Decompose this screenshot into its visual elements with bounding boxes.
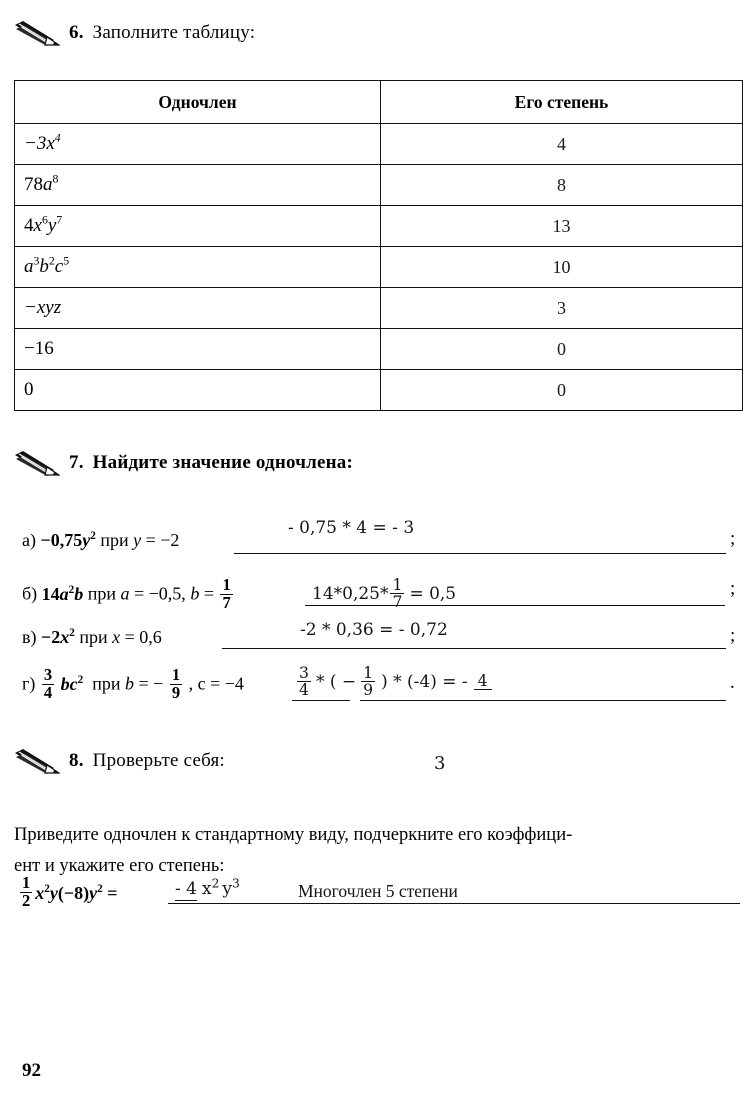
frac-d2-num: 1 (171, 665, 181, 684)
cell-monomial: 0 (15, 370, 381, 411)
frac-d-num: 3 (43, 665, 53, 684)
task-6-number: 6. (69, 22, 84, 43)
item-b-letter: б) (22, 583, 38, 604)
task-8-heading (14, 748, 225, 774)
cell-degree[interactable]: 10 (381, 247, 743, 288)
column-header-degree: Его степень (381, 81, 743, 124)
cell-degree[interactable]: 0 (381, 370, 743, 411)
instruction-line-2: ент и укажите его степень: (14, 856, 225, 876)
task-6-heading (14, 20, 255, 46)
answer-d-frac1-num: 3 (299, 663, 309, 682)
task-7-item-b (22, 575, 235, 613)
frac8-num: 1 (22, 873, 31, 892)
fraction-one-seventh (220, 577, 232, 612)
table-row (15, 247, 743, 288)
cell-monomial: $-3x^4$ (15, 124, 381, 165)
answer-var-2: y (222, 879, 232, 899)
task-7-title: Найдите значение одночлена: (92, 452, 354, 473)
handwritten-answer-b[interactable] (312, 575, 457, 611)
task-7-item-a (22, 530, 179, 551)
item-a-label: $а) -0,75y^2$ при y = −2 (22, 530, 180, 550)
task-7-item-c (22, 627, 162, 648)
answer-d-frac1 (297, 665, 311, 698)
task-8-expression (18, 873, 118, 911)
cell-monomial: $78a^8$ (15, 165, 381, 206)
table-row (15, 124, 743, 165)
cell-monomial: $a^3b^2c^5$ (15, 247, 381, 288)
fraction-denominator: 7 (222, 592, 231, 612)
answer-note-task8: Многочлен 5 степени (298, 881, 458, 901)
handwritten-mark-task8[interactable]: 3 (434, 753, 446, 774)
answer-b-frac-num: 1 (392, 575, 403, 594)
answer-d-frac3-den (474, 689, 492, 690)
table-row (15, 329, 743, 370)
instruction-line-1: Приведите одночлен к стандартному виду, подчеркните его коэффици- (14, 825, 573, 845)
answer-d-frac3 (474, 670, 492, 690)
answer-sup-1: 2 (211, 876, 220, 891)
answer-d-frac2-num: 1 (363, 663, 374, 682)
terminator-c: ; (730, 625, 736, 646)
item-a-letter: а) (22, 530, 36, 550)
task-7-item-d (22, 665, 244, 703)
answer-d-frac2-den: 9 (363, 679, 374, 699)
task-8-instruction (14, 820, 744, 882)
task-7-heading (14, 450, 353, 476)
handwritten-answer-d[interactable] (295, 663, 494, 699)
task-8-title: Проверьте себя: (92, 750, 225, 771)
fraction-one-half (20, 875, 32, 910)
answer-rule-a[interactable] (234, 553, 726, 554)
table-header-row (15, 81, 743, 124)
item-b-label: б) $14a^2b$ при a = −0,5, b = $\frac{1}{7}$ (22, 575, 231, 612)
answer-coefficient: - 4 (175, 879, 197, 899)
handwritten-answer-task8[interactable] (175, 876, 240, 899)
answer-d-frac1-den: 4 (299, 679, 309, 699)
column-header-monomial: Одночлен (15, 81, 381, 124)
table-body (15, 124, 743, 411)
task-7-number: 7. (69, 452, 84, 473)
cell-degree[interactable]: 4 (381, 124, 743, 165)
frac-d2-den: 9 (171, 682, 181, 702)
cell-degree[interactable]: 3 (381, 288, 743, 329)
item-c-label: $в) -2x^2$ при x = 0,6 (22, 627, 162, 647)
task-8-number: 8. (69, 750, 84, 771)
answer-sup-2: 3 (231, 876, 240, 891)
answer-var-1: x (201, 879, 212, 899)
handwritten-answer-c[interactable]: -2 * 0,36 = - 0,72 (300, 620, 448, 640)
cell-degree[interactable]: 0 (381, 329, 743, 370)
answer-rule-c[interactable] (222, 648, 726, 649)
cell-degree[interactable]: 13 (381, 206, 743, 247)
item-c-letter: в) (22, 627, 37, 647)
answer-b-suffix: = 0,5 (409, 584, 457, 605)
terminator-b: ; (730, 578, 736, 599)
frac8-den: 2 (22, 890, 31, 910)
cell-degree[interactable]: 8 (381, 165, 743, 206)
table-row (15, 370, 743, 411)
cell-monomial: −xyz (15, 288, 381, 329)
answer-rule-task8[interactable] (168, 903, 740, 904)
pencil-icon (14, 20, 60, 46)
cell-monomial: $4x^6y^7$ (15, 206, 381, 247)
pencil-icon (14, 450, 60, 476)
fraction-one-ninth (170, 667, 182, 702)
item-d-label: г) $\frac{3}{4}$ $bc^2$ при b = − $\frac{1}{9}$ , c = −4 (22, 665, 244, 702)
pencil-icon (14, 748, 60, 774)
answer-b-frac-den: 7 (392, 591, 403, 611)
handwritten-answer-a[interactable]: - 0,75 * 4 = - 3 (288, 518, 415, 538)
answer-b-prefix: 14*0,25* (312, 584, 389, 605)
answer-rule-d2[interactable] (360, 700, 726, 701)
terminator-d: . (730, 672, 735, 693)
item-d-tail: , c = −4 (188, 673, 244, 694)
item-d-letter: г) (22, 673, 36, 694)
table-row (15, 165, 743, 206)
answer-d-mid: * ( − (315, 672, 357, 693)
table-row (15, 206, 743, 247)
answer-rule-d1[interactable] (292, 700, 350, 701)
answer-b-fraction (390, 577, 404, 610)
answer-d-mid2: ) * (-4) = - (381, 672, 468, 693)
expression-rest: $x^2y(-8)y^2$ = (35, 882, 118, 903)
answer-d-frac2 (361, 665, 375, 698)
fraction-numerator: 1 (222, 575, 231, 594)
answer-d-frac3-num: 4 (477, 670, 488, 690)
cell-monomial: −16 (15, 329, 381, 370)
page-number: 92 (22, 1060, 41, 1081)
task-6-title: Заполните таблицу: (92, 22, 256, 43)
frac-d-den: 4 (43, 682, 53, 702)
fraction-three-quarters (42, 667, 54, 702)
monomials-table (14, 80, 743, 411)
terminator-a: ; (730, 528, 736, 549)
table-row (15, 288, 743, 329)
